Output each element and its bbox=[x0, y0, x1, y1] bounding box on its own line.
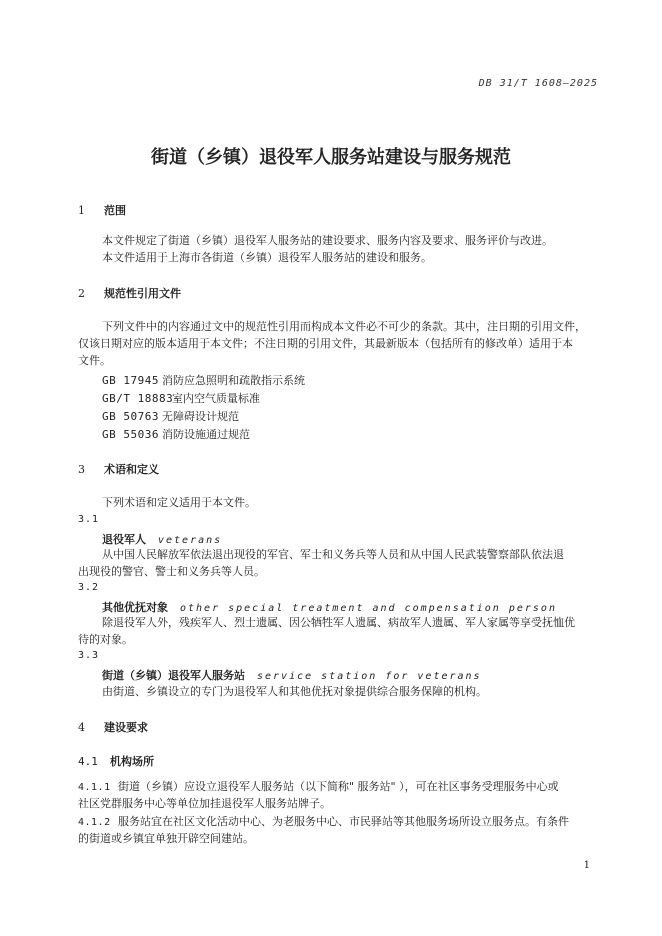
reference-title: 室内空气质量标准 bbox=[172, 392, 260, 405]
term-entry bbox=[102, 599, 557, 615]
clause-text: 街道（乡镇）应设立退役军人服务站（以下简称" 服务站" ），可在社区事务受理服务中心或 bbox=[118, 780, 559, 793]
term-number: 3.2 bbox=[78, 582, 100, 593]
term-zh: 街道（乡镇）退役军人服务站 bbox=[102, 669, 245, 682]
paragraph: 本文件适用于上海市各街道（乡镇）退役军人服务站的建设和服务。 bbox=[102, 251, 432, 264]
term-en: other special treatment and compensation person bbox=[180, 603, 557, 614]
reference-title: 无障碍设计规范 bbox=[162, 410, 239, 423]
term-definition: 待的对象。 bbox=[78, 633, 133, 646]
term-entry bbox=[102, 531, 222, 547]
clause-number: 4.1.2 bbox=[78, 817, 111, 828]
reference-code: GB/T 18883 bbox=[102, 392, 174, 405]
term-definition: 出现役的警官、警士和义务兵等人员。 bbox=[78, 565, 265, 578]
paragraph-line: 仅该日期对应的版本适用于本文件；不注日期的引用文件，其最新版本（包括所有的修改单）适用于本 bbox=[78, 337, 573, 350]
section-number: 3 bbox=[78, 463, 85, 476]
subsection-number: 4.1 bbox=[78, 755, 98, 768]
term-definition: 由街道、乡镇设立的专门为退役军人和其他优抚对象提供综合服务保障的机构。 bbox=[102, 685, 487, 698]
paragraph: 本文件规定了街道（乡镇）退役军人服务站的建设要求、服务内容及要求、服务评价与改进。 bbox=[102, 234, 553, 247]
clause bbox=[78, 813, 569, 831]
clause-number: 4.1.1 bbox=[78, 782, 111, 793]
subsection-title: 机构场所 bbox=[110, 755, 154, 768]
section-title: 术语和定义 bbox=[104, 463, 159, 476]
reference-title: 消防设施通过规范 bbox=[162, 428, 250, 441]
clause-text: 服务站宜在社区文化活动中心、为老服务中心、市民驿站等其他服务场所设立服务点。有条件 bbox=[118, 815, 569, 828]
section-title: 范围 bbox=[104, 204, 126, 217]
clause-continuation: 的街道或乡镇宜单独开辟空间建站。 bbox=[78, 832, 254, 845]
reference-code: GB 50763 bbox=[102, 410, 159, 423]
term-zh: 其他优抚对象 bbox=[102, 601, 168, 614]
reference-title: 消防应急照明和疏散指示系统 bbox=[162, 374, 305, 387]
reference-item bbox=[102, 390, 260, 406]
clause bbox=[78, 778, 559, 796]
section-number: 1 bbox=[78, 204, 85, 217]
document-title: 街道（乡镇）退役军人服务站建设与服务规范 bbox=[151, 147, 511, 168]
section-1-heading bbox=[78, 202, 126, 218]
reference-item bbox=[102, 408, 239, 424]
term-en: veterans bbox=[158, 535, 223, 546]
page-number: 1 bbox=[583, 860, 590, 871]
section-title: 建设要求 bbox=[104, 721, 148, 734]
subsection-heading bbox=[78, 753, 154, 769]
reference-code: GB 55036 bbox=[102, 428, 159, 441]
section-2-heading bbox=[78, 285, 181, 301]
section-number: 4 bbox=[78, 721, 85, 734]
term-number: 3.3 bbox=[78, 650, 100, 661]
clause-continuation: 社区党群服务中心等单位加挂退役军人服务站牌子。 bbox=[78, 797, 331, 810]
section-title: 规范性引用文件 bbox=[104, 287, 181, 300]
section-4-heading bbox=[78, 719, 148, 735]
section-number: 2 bbox=[78, 287, 85, 300]
document-code: DB 31/T 1608—2025 bbox=[478, 78, 598, 89]
term-definition: 从中国人民解放军依法退出现役的军官、军士和义务兵等人员和从中国人民武装警察部队依法退 bbox=[102, 548, 564, 561]
paragraph-line: 下列文件中的内容通过文中的规范性引用而构成本文件必不可少的条款。其中，注日期的引用文件， bbox=[102, 320, 586, 333]
reference-item bbox=[102, 372, 305, 388]
paragraph-line: 文件。 bbox=[78, 354, 111, 367]
paragraph: 下列术语和定义适用于本文件。 bbox=[102, 496, 256, 509]
section-3-heading bbox=[78, 461, 159, 477]
term-definition: 除退役军人外，残疾军人、烈士遗属、因公牺牲军人遗属、病故军人遗属、军人家属等享受抚恤优 bbox=[102, 616, 575, 629]
term-entry bbox=[102, 667, 482, 683]
term-en: service station for veterans bbox=[257, 671, 482, 682]
term-number: 3.1 bbox=[78, 514, 100, 525]
reference-code: GB 17945 bbox=[102, 374, 159, 387]
term-zh: 退役军人 bbox=[102, 533, 146, 546]
reference-item bbox=[102, 426, 250, 442]
